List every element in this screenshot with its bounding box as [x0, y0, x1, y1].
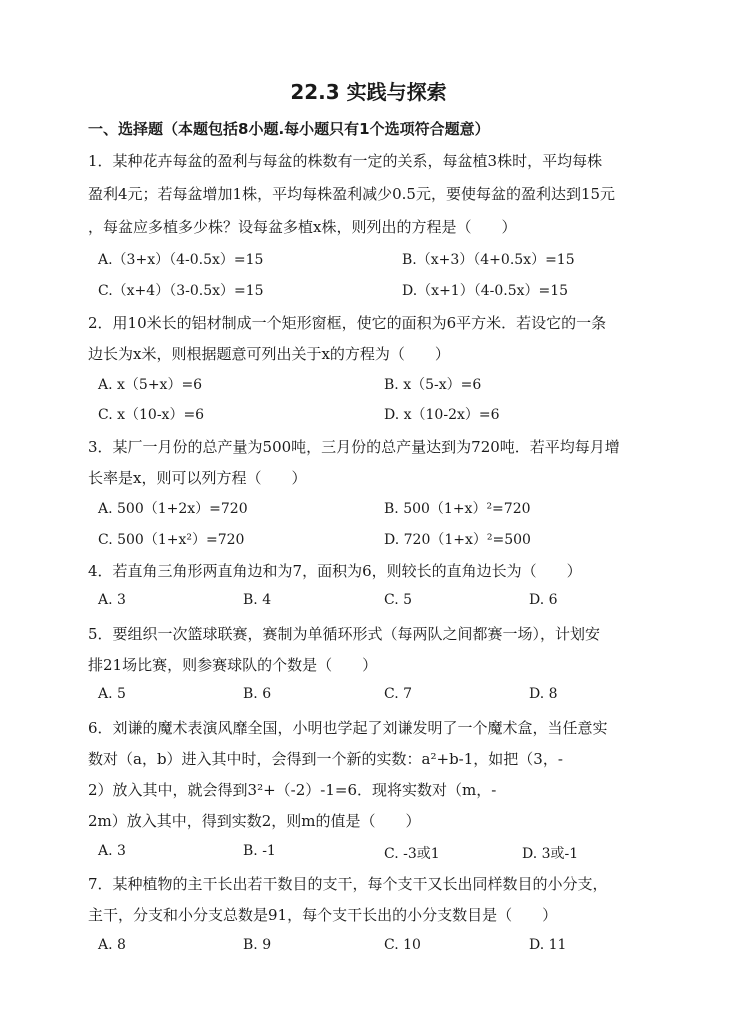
question-6-option-c[interactable]: C. -3或1 — [384, 846, 440, 862]
question-5-line-2: 排21场比赛，则参赛球队的个数是（ ） — [88, 656, 378, 674]
question-2-line-1: 2．用10米长的铝材制成一个矩形窗框，使它的面积为6平方米．若设它的一条 — [88, 314, 607, 332]
question-1-option-d[interactable]: D.（x+1）（4-0.5x）=15 — [402, 283, 569, 299]
question-6-option-b[interactable]: B. -1 — [243, 843, 276, 859]
question-1-option-b[interactable]: B.（x+3）（4+0.5x）=15 — [402, 252, 575, 268]
page-title: 22.3 实践与探索 — [290, 80, 447, 104]
question-4-option-c[interactable]: C. 5 — [384, 592, 413, 608]
question-1-line-1: 1．某种花卉每盆的盈利与每盆的株数有一定的关系，每盆植3株时，平均每株 — [88, 152, 603, 170]
question-3-option-d[interactable]: D. 720（1+x）²=500 — [384, 532, 531, 548]
question-7-line-2: 主干，分支和小分支总数是91，每个支干长出的小分支数目是（ ） — [88, 906, 558, 924]
question-6-line-1: 6．刘谦的魔术表演风靡全国，小明也学起了刘谦发明了一个魔术盒，当任意实 — [88, 719, 608, 737]
question-6-option-a[interactable]: A. 3 — [98, 843, 126, 859]
question-3-option-a[interactable]: A. 500（1+2x）=720 — [98, 501, 248, 517]
question-2-option-a[interactable]: A. x（5+x）=6 — [98, 377, 203, 393]
section-header: 一、选择题（本题包括8小题.每小题只有1个选项符合题意） — [88, 120, 490, 138]
question-3-option-c[interactable]: C. 500（1+x²）=720 — [98, 532, 245, 548]
question-6-line-4: 2m）放入其中，得到实数2，则m的值是（ ） — [88, 812, 421, 830]
question-7-option-a[interactable]: A. 8 — [98, 937, 126, 953]
question-1-option-a[interactable]: A.（3+x）（4-0.5x）=15 — [98, 252, 264, 268]
question-7-option-b[interactable]: B. 9 — [243, 937, 272, 953]
question-2-line-2: 边长为x米，则根据题意可列出关于x的方程为（ ） — [88, 345, 450, 363]
question-4-line-1: 4．若直角三角形两直角边和为7，面积为6，则较长的直角边长为（ ） — [88, 562, 582, 580]
question-7-line-1: 7．某种植物的主干长出若干数目的支干，每个支干又长出同样数目的小分支， — [88, 875, 608, 893]
question-7-option-c[interactable]: C. 10 — [384, 937, 421, 953]
question-3-option-b[interactable]: B. 500（1+x）²=720 — [384, 501, 531, 517]
question-2-option-b[interactable]: B. x（5-x）=6 — [384, 377, 482, 393]
question-5-option-c[interactable]: C. 7 — [384, 686, 413, 702]
question-4-option-a[interactable]: A. 3 — [98, 592, 126, 608]
question-5-option-a[interactable]: A. 5 — [98, 686, 126, 702]
question-6-option-d[interactable]: D. 3或-1 — [522, 846, 579, 862]
question-1-option-c[interactable]: C.（x+4）（3-0.5x）=15 — [98, 283, 264, 299]
question-1-line-3: ，每盆应多植多少株？设每盆多植x株，则列出的方程是（ ） — [88, 218, 517, 236]
question-3-line-1: 3．某厂一月份的总产量为500吨，三月份的总产量达到为720吨．若平均每月增 — [88, 438, 620, 456]
question-6-line-3: 2）放入其中，就会得到3²+（-2）-1=6．现将实数对（m，- — [88, 781, 497, 799]
question-7-option-d[interactable]: D. 11 — [529, 937, 567, 953]
question-5-option-d[interactable]: D. 8 — [529, 686, 558, 702]
question-5-line-1: 5．要组织一次篮球联赛，赛制为单循环形式（每两队之间都赛一场），计划安 — [88, 625, 601, 643]
question-1-line-2: 盈利4元；若每盆增加1株，平均每株盈利减少0.5元，要使每盆的盈利达到15元 — [88, 185, 616, 203]
question-4-option-d[interactable]: D. 6 — [529, 592, 558, 608]
question-4-option-b[interactable]: B. 4 — [243, 592, 272, 608]
question-6-line-2: 数对（a，b）进入其中时，会得到一个新的实数：a²+b-1，如把（3，- — [88, 750, 563, 768]
question-2-option-c[interactable]: C. x（10-x）=6 — [98, 407, 205, 423]
question-5-option-b[interactable]: B. 6 — [243, 686, 272, 702]
question-3-line-2: 长率是x，则可以列方程（ ） — [88, 469, 307, 487]
question-2-option-d[interactable]: D. x（10-2x）=6 — [384, 407, 500, 423]
